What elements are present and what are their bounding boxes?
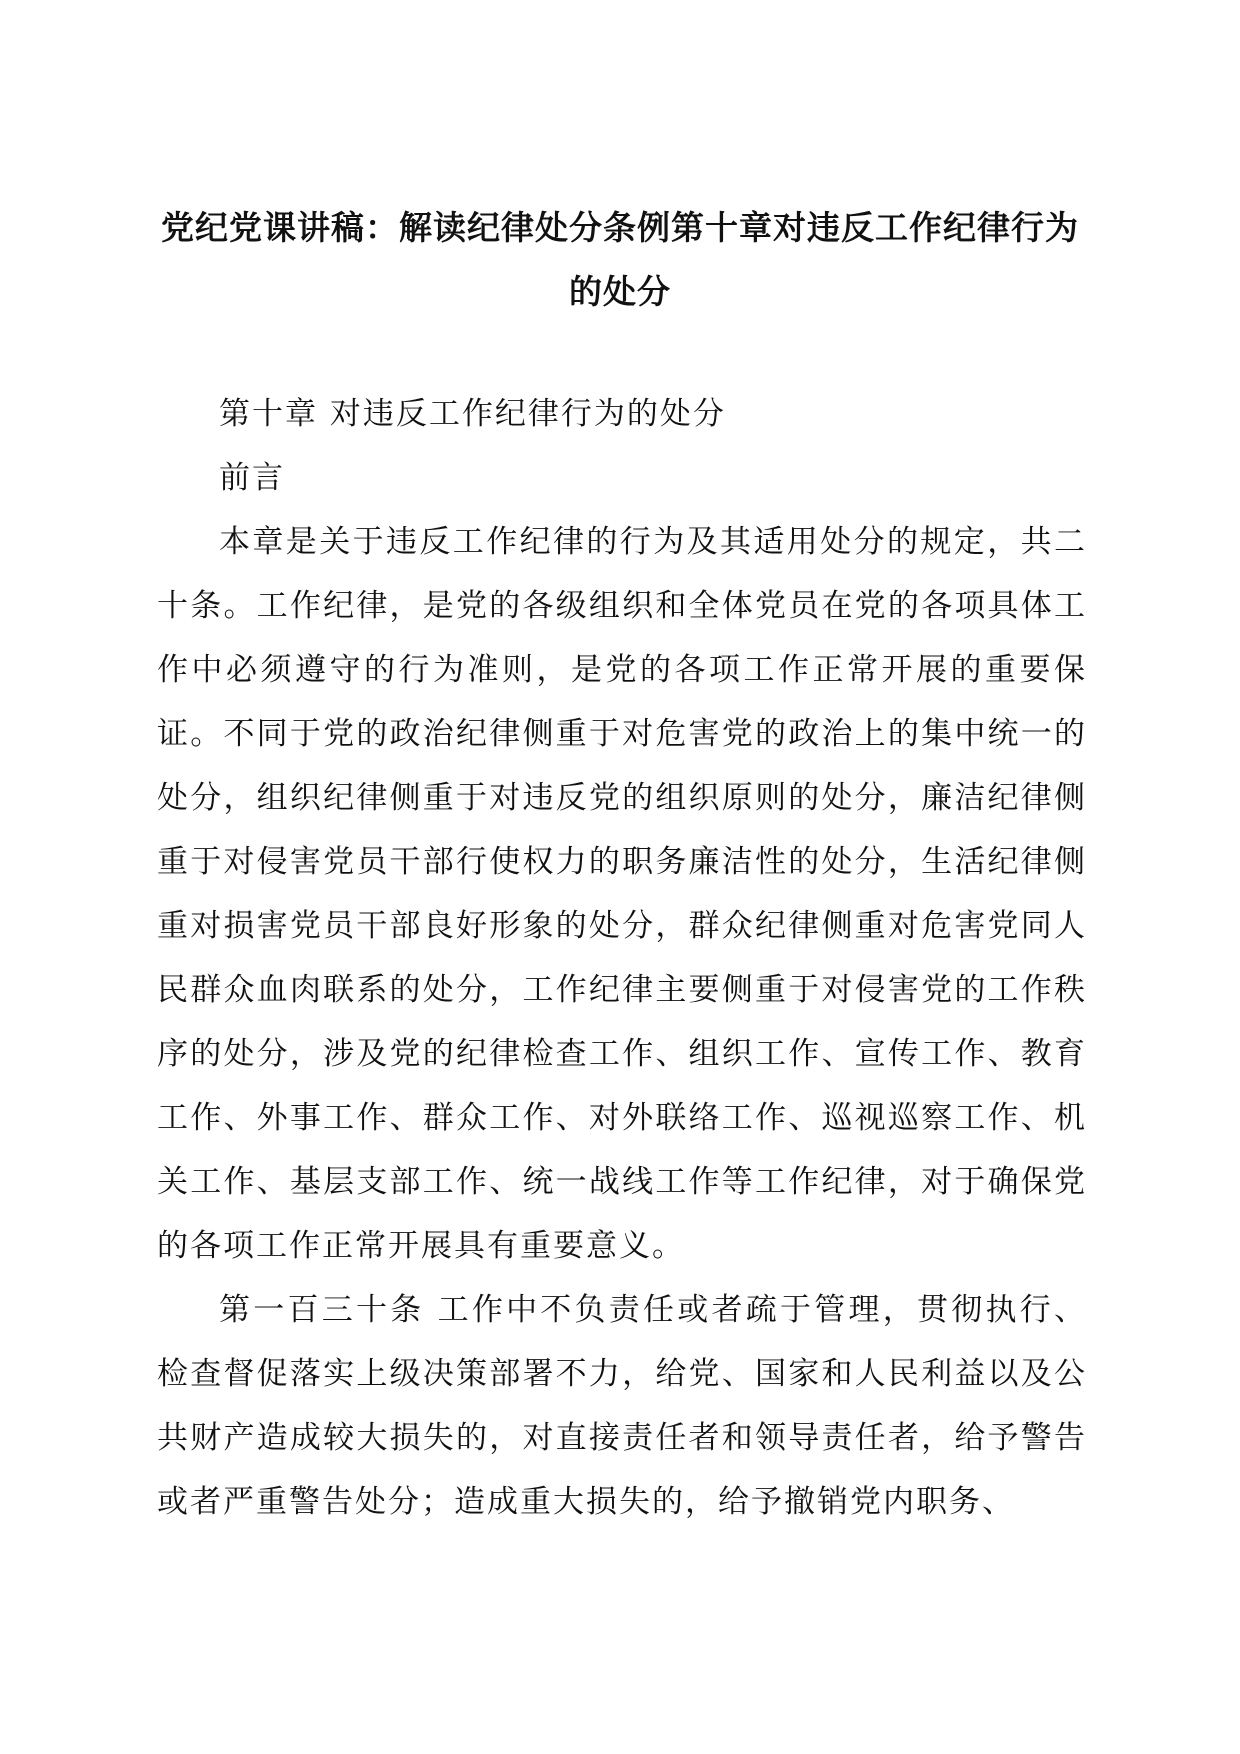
paragraph-preface: 本章是关于违反工作纪律的行为及其适用处分的规定，共二十条。工作纪律，是党的各级组织和全体党员在党的各项具体工作中必须遵守的行为准则，是党的各项工作正常开展的重要保证。不同于党的政治纪律侧重于对危害党的政治上的集中统一的处分，组织纪律侧重于对违反党的组织原则的处分，廉洁纪律侧重于对侵害党员干部行使权力的职务廉洁性的处分，生活纪律侧重对损害党员干部良好形象的处分，群众纪律侧重对危害党同人民群众血肉联系的处分，工作纪律主要侧重于对侵害党的工作秩序的处分，涉及党的纪律检查工作、组织工作、宣传工作、教育工作、外事工作、群众工作、对外联络工作、巡视巡察工作、机关工作、基层支部工作、统一战线工作等工作纪律，对于确保党的各项工作正常开展具有重要意义。	[157, 524, 1087, 1264]
document-title: 党纪党课讲稿：解读纪律处分条例第十章对违反工作纪律行为的处分	[161, 208, 1079, 311]
chapter-heading: 第十章 对违反工作纪律行为的处分	[219, 396, 726, 432]
preface-label: 前言	[219, 460, 285, 496]
paragraph-article-130: 第一百三十条 工作中不负责任或者疏于管理，贯彻执行、检查督促落实上级决策部署不力，给党、国家和人民利益以及公共财产造成较大损失的，对直接责任者和领导责任者，给予警告或者严重警告处分；造成重大损失的，给予撤销党内职务、	[157, 1292, 1087, 1520]
document-body	[157, 382, 1087, 1534]
